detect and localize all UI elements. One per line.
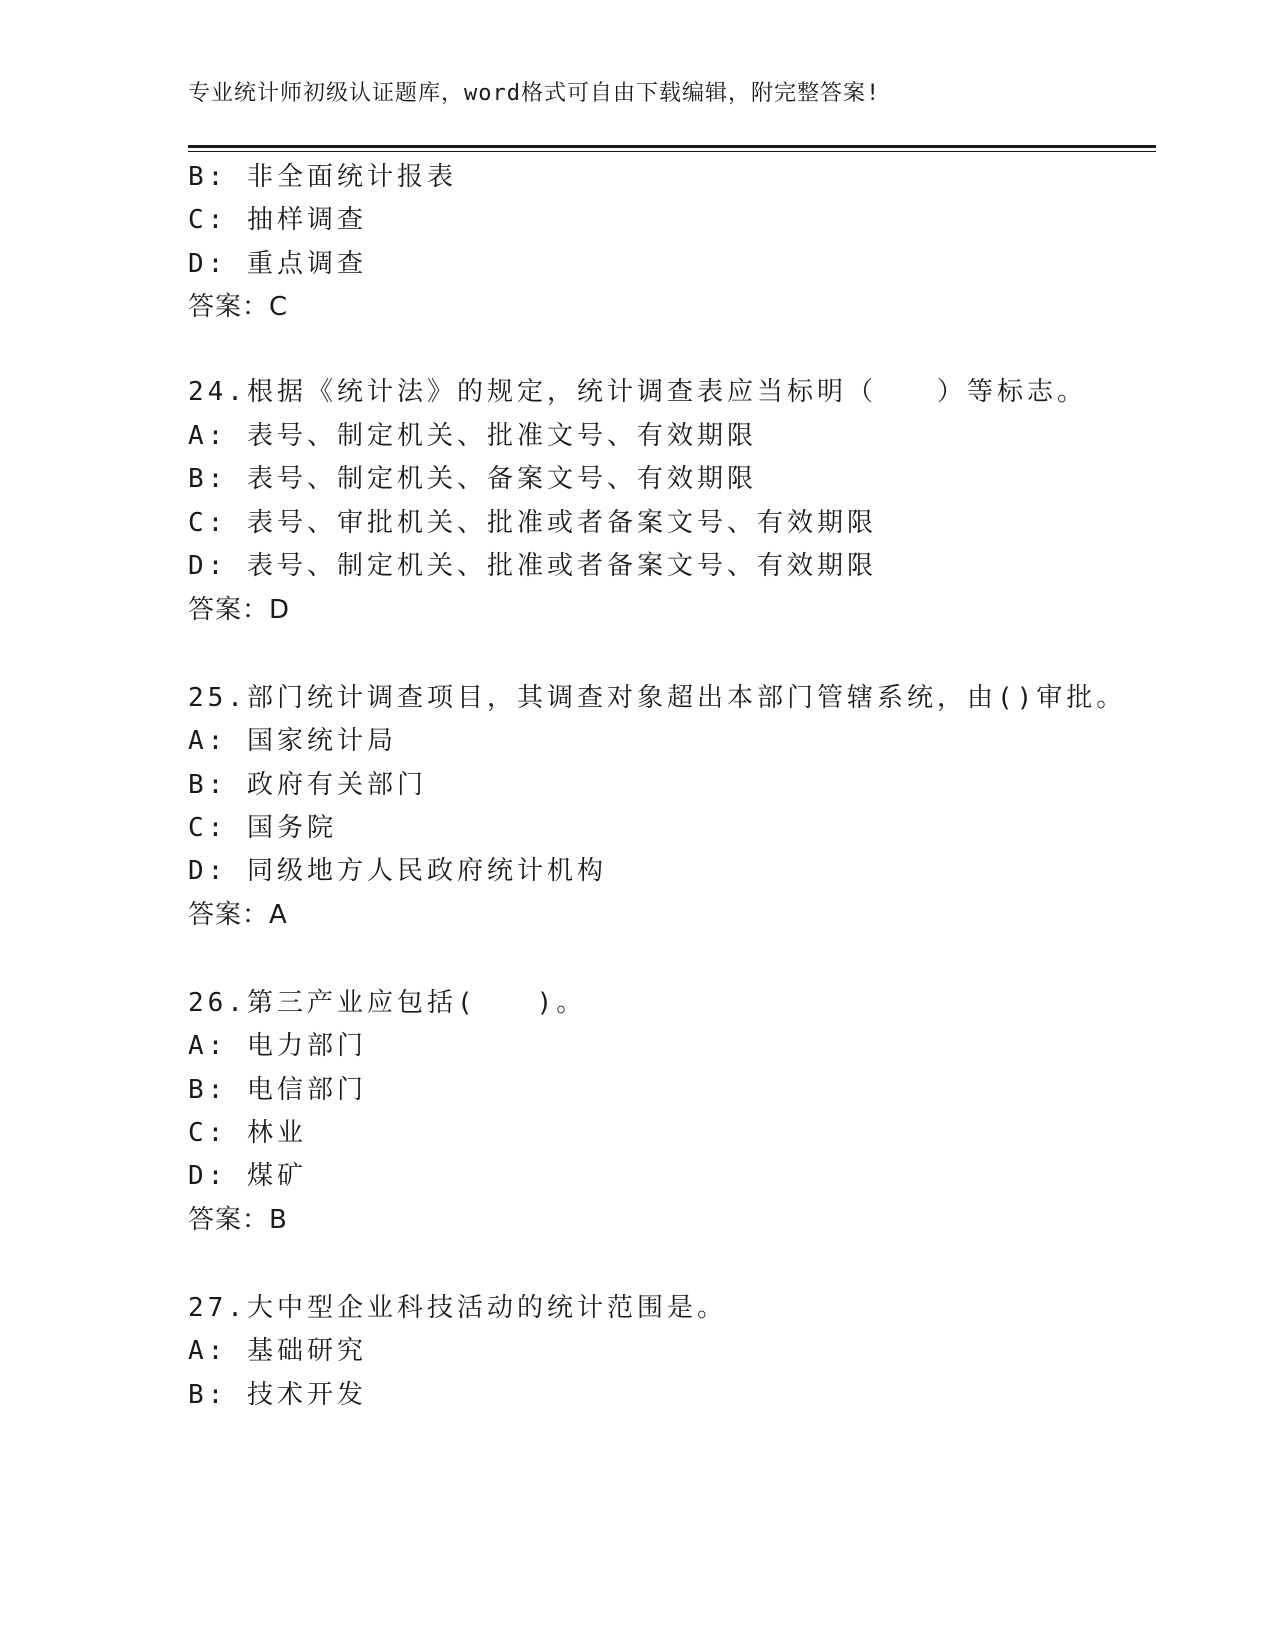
answer-line: 答案：D bbox=[188, 595, 291, 625]
option-line: C: 抽样调查 bbox=[188, 205, 367, 235]
option-line: D: 同级地方人民政府统计机构 bbox=[188, 856, 607, 886]
option-line: D: 煤矿 bbox=[188, 1161, 307, 1191]
header-rule-thin bbox=[188, 151, 1156, 152]
answer-line: 答案：C bbox=[188, 292, 289, 322]
option-line: B: 政府有关部门 bbox=[188, 770, 427, 800]
answer-line: 答案：B bbox=[188, 1205, 288, 1235]
option-line: A: 表号、制定机关、批准文号、有效期限 bbox=[188, 421, 757, 451]
option-line: C: 国务院 bbox=[188, 813, 337, 843]
option-line: A: 电力部门 bbox=[188, 1031, 367, 1061]
option-line: B: 非全面统计报表 bbox=[188, 162, 457, 192]
page-header: 专业统计师初级认证题库，word格式可自由下载编辑，附完整答案! bbox=[188, 81, 881, 106]
option-line: C: 表号、审批机关、批准或者备案文号、有效期限 bbox=[188, 508, 877, 538]
option-line: B: 电信部门 bbox=[188, 1075, 367, 1105]
option-line: A: 基础研究 bbox=[188, 1336, 367, 1366]
option-line: A: 国家统计局 bbox=[188, 726, 397, 756]
option-line: B: 技术开发 bbox=[188, 1380, 367, 1410]
question-line: 25.部门统计调查项目，其调查对象超出本部门管辖系统，由()审批。 bbox=[188, 683, 1127, 713]
option-line: D: 重点调查 bbox=[188, 249, 367, 279]
option-line: D: 表号、制定机关、批准或者备案文号、有效期限 bbox=[188, 551, 877, 581]
answer-line: 答案：A bbox=[188, 900, 288, 930]
question-line: 24.根据《统计法》的规定，统计调查表应当标明（ ）等标志。 bbox=[188, 377, 1087, 407]
header-rule-thick bbox=[188, 145, 1156, 148]
question-line: 26.第三产业应包括( )。 bbox=[188, 988, 587, 1018]
option-line: C: 林业 bbox=[188, 1118, 307, 1148]
option-line: B: 表号、制定机关、备案文号、有效期限 bbox=[188, 464, 757, 494]
question-line: 27.大中型企业科技活动的统计范围是。 bbox=[188, 1293, 727, 1323]
